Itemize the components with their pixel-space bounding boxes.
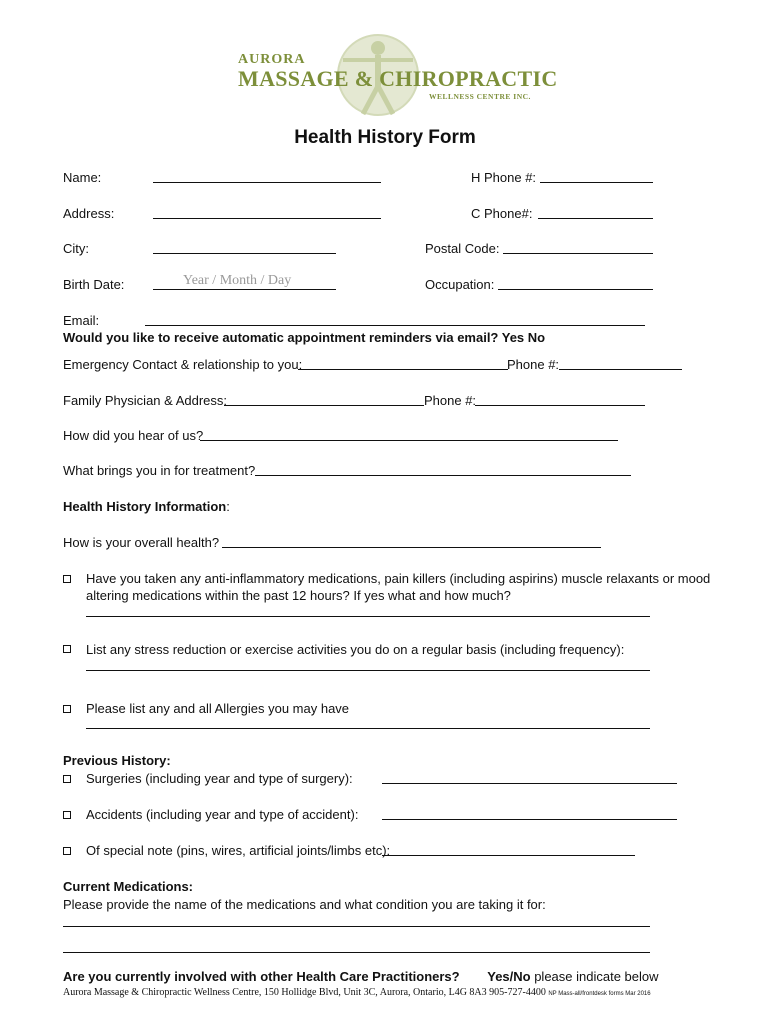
overall-health-field[interactable] <box>222 547 601 548</box>
practitioners-yes-no: Yes/No <box>487 969 531 984</box>
special-note-field[interactable] <box>382 855 635 856</box>
current-medications-field-1[interactable] <box>63 926 650 927</box>
accidents-field[interactable] <box>382 819 677 820</box>
allergies-question: Please list any and all Allergies you may have <box>86 701 350 716</box>
birth-date-field[interactable] <box>153 289 336 290</box>
physician-field[interactable] <box>224 405 424 406</box>
name-label: Name: <box>63 170 102 185</box>
surgeries-checkbox[interactable] <box>63 775 71 783</box>
medications-question-line1: Have you taken any anti-inflammatory medications, pain killers (including aspirins) muscle relaxants or mood <box>86 571 711 586</box>
special-note-checkbox[interactable] <box>63 847 71 855</box>
practitioners-instruction: please indicate below <box>530 969 659 984</box>
page-title: Health History Form <box>294 127 476 148</box>
treatment-reason-label: What brings you in for treatment? <box>63 463 256 478</box>
email-field[interactable] <box>145 325 645 326</box>
birth-date-label: Birth Date: <box>63 277 125 292</box>
footer <box>63 987 651 998</box>
accidents-checkbox[interactable] <box>63 811 71 819</box>
special-note-label: Of special note (pins, wires, artificial joints/limbs etc): <box>86 843 391 858</box>
surgeries-label: Surgeries (including year and type of surgery): <box>86 771 353 786</box>
stress-reduction-checkbox[interactable] <box>63 645 71 653</box>
medications-checkbox[interactable] <box>63 575 71 583</box>
allergies-checkbox[interactable] <box>63 705 71 713</box>
birth-date-placeholder: Year / Month / Day <box>183 273 292 288</box>
logo-text-sub: WELLNESS CENTRE INC. <box>429 92 531 101</box>
current-medications-heading: Current Medications: <box>63 879 194 894</box>
treatment-reason-field[interactable] <box>255 475 631 476</box>
physician-label: Family Physician & Address: <box>63 393 228 408</box>
emergency-contact-field[interactable] <box>298 369 508 370</box>
physician-phone-field[interactable] <box>475 405 645 406</box>
medications-question-line2: altering medications within the past 12 hours? If yes what and how much? <box>86 588 511 603</box>
allergies-field[interactable] <box>86 728 650 729</box>
postal-code-label: Postal Code: <box>425 241 500 256</box>
city-label: City: <box>63 241 89 256</box>
overall-health-label: How is your overall health? <box>63 535 220 550</box>
health-history-heading-text: Health History Information <box>63 499 227 514</box>
health-history-heading <box>63 499 230 514</box>
name-field[interactable] <box>153 182 381 183</box>
hear-about-label: How did you hear of us? <box>63 428 204 443</box>
c-phone-field[interactable] <box>538 218 653 219</box>
hear-about-field[interactable] <box>200 440 618 441</box>
h-phone-label: H Phone #: <box>471 170 537 185</box>
logo-text-main: MASSAGE & CHIROPRACTIC <box>238 66 558 91</box>
email-label: Email: <box>63 313 100 328</box>
current-medications-field-2[interactable] <box>63 952 650 953</box>
address-label: Address: <box>63 206 115 221</box>
emergency-contact-label: Emergency Contact & relationship to you: <box>63 357 303 372</box>
c-phone-label: C Phone#: <box>471 206 533 221</box>
occupation-field[interactable] <box>498 289 653 290</box>
emergency-phone-field[interactable] <box>559 369 682 370</box>
health-history-heading-colon: : <box>226 499 230 514</box>
stress-reduction-field[interactable] <box>86 670 650 671</box>
h-phone-field[interactable] <box>540 182 653 183</box>
surgeries-field[interactable] <box>382 783 677 784</box>
postal-code-field[interactable] <box>503 253 653 254</box>
stress-reduction-question: List any stress reduction or exercise activities you do on a regular basis (including frequency): <box>86 642 625 657</box>
reminders-question: Would you like to receive automatic appointment reminders via email? Yes No <box>63 330 546 345</box>
current-medications-prompt: Please provide the name of the medications and what condition you are taking it for: <box>63 897 546 912</box>
previous-history-heading: Previous History: <box>63 753 171 768</box>
emergency-phone-label: Phone #: <box>507 357 560 372</box>
logo-text-aurora: AURORA <box>238 52 306 67</box>
medications-answer-field[interactable] <box>86 616 650 617</box>
physician-phone-label: Phone #: <box>424 393 477 408</box>
footer-code: NP Mass-all/frontdesk forms Mar 2016 <box>548 991 651 997</box>
practitioners-question: Are you currently involved with other Health Care Practitioners? <box>63 969 460 984</box>
accidents-label: Accidents (including year and type of accident): <box>86 807 359 822</box>
practitioners-row <box>63 969 659 984</box>
address-field[interactable] <box>153 218 381 219</box>
footer-address: Aurora Massage & Chiropractic Wellness Centre, 150 Hollidge Blvd, Unit 3C, Aurora, Ontario, L4G 8A3 905-727-4400 <box>63 987 546 998</box>
city-field[interactable] <box>153 253 336 254</box>
occupation-label: Occupation: <box>425 277 495 292</box>
